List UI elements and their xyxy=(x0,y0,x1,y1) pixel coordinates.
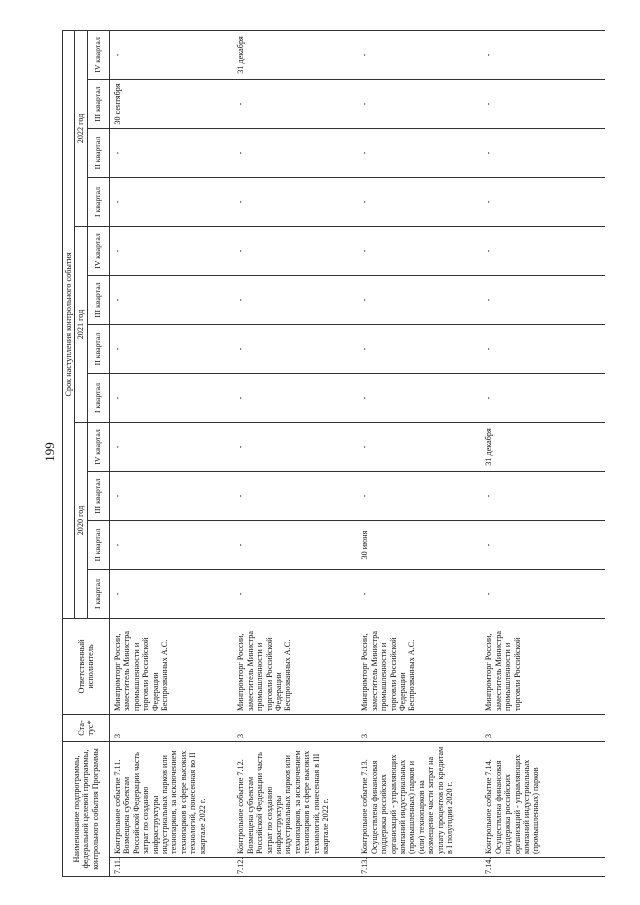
control-events-table xyxy=(62,30,605,877)
deadline-cell: - xyxy=(357,422,481,471)
deadline-cell: - xyxy=(233,226,357,275)
table-row xyxy=(233,30,357,876)
deadline-cell: - xyxy=(109,128,233,177)
deadline-cell: - xyxy=(233,373,357,422)
deadline-cell: - xyxy=(481,471,605,520)
deadline-cell: - xyxy=(357,177,481,226)
header-quarter: II квартал xyxy=(87,324,109,373)
deadline-cell: - xyxy=(109,275,233,324)
event-name: Контрольное событие 7.11. Возмещена субъектам Российской Федерации часть затрат по созданию инфраструктуры индустриальных парков или технопарков, за исключением технопарков в сфере высоких технологий, понесенная во II квартале 2022 г. xyxy=(109,741,233,857)
table-row xyxy=(481,30,605,876)
deadline-cell: - xyxy=(481,373,605,422)
deadline-cell: - xyxy=(357,79,481,128)
event-status: 3 xyxy=(481,714,605,741)
header-quarter: III квартал xyxy=(87,275,109,324)
event-responsible: Минпромторг России, заместитель Министра промышленности и торговли Российской Федерации Беспрозванных А.С. xyxy=(357,618,481,714)
row-number: 7.11. xyxy=(109,858,233,877)
deadline-cell: 30 сентября xyxy=(109,79,233,128)
header-quarter: III квартал xyxy=(87,79,109,128)
header-year: 2022 год xyxy=(75,30,87,226)
deadline-cell: - xyxy=(109,422,233,471)
deadline-cell: - xyxy=(357,275,481,324)
header-status: Ста-тус* xyxy=(63,714,110,741)
deadline-cell: - xyxy=(481,324,605,373)
row-number: 7.13. xyxy=(357,858,481,877)
header-quarter: I квартал xyxy=(87,569,109,618)
deadline-cell: - xyxy=(109,373,233,422)
header-deadline-group: Срок наступления контрольного события xyxy=(63,30,75,618)
deadline-cell: - xyxy=(233,569,357,618)
header-quarter: I квартал xyxy=(87,177,109,226)
deadline-cell: - xyxy=(233,275,357,324)
deadline-cell: - xyxy=(357,30,481,79)
deadline-cell: - xyxy=(481,79,605,128)
deadline-cell: - xyxy=(109,520,233,569)
page-number: 199 xyxy=(42,442,57,462)
header-year: 2020 год xyxy=(75,422,87,618)
deadline-cell: - xyxy=(357,324,481,373)
row-number: 7.12. xyxy=(233,858,357,877)
deadline-cell: - xyxy=(481,226,605,275)
deadline-cell: - xyxy=(481,520,605,569)
event-name: Контрольное событие 7.14. Осуществлена финансовая поддержка российских организаций - управляющих компаний индустриальных (промышленных) парков xyxy=(481,741,605,857)
event-responsible: Минпромторг России, заместитель Министра промышленности и торговли Российской xyxy=(481,618,605,714)
deadline-cell: - xyxy=(233,177,357,226)
event-status: 3 xyxy=(357,714,481,741)
header-quarter: IV квартал xyxy=(87,226,109,275)
row-number: 7.14. xyxy=(481,858,605,877)
deadline-cell: - xyxy=(233,79,357,128)
header-quarter: I квартал xyxy=(87,373,109,422)
deadline-cell: - xyxy=(109,226,233,275)
header-quarter: III квартал xyxy=(87,471,109,520)
event-name: Контрольное событие 7.12. Возмещена субъектам Российской Федерации часть затрат по созданию инфраструктуры индустриальных парков или технопарков, за исключением технопарков в сфере высоких технологий, понесенная в III квартале 2022 г. xyxy=(233,741,357,857)
deadline-cell: 30 июня xyxy=(357,520,481,569)
event-name: Контрольное событие 7.13. Осуществлена финансовая поддержка российских организаций - управляющих компаний индустриальных (промышленных) парков и (или) технопарков на возмещение части затрат на уплату процентов по кредитам в I полугодии 2020 г. xyxy=(357,741,481,857)
event-responsible: Минпромторг России, заместитель Министра промышленности и торговли Российской Федерации Беспрозванных А.С. xyxy=(109,618,233,714)
header-quarter: IV квартал xyxy=(87,30,109,79)
deadline-cell: - xyxy=(357,128,481,177)
deadline-cell: - xyxy=(233,422,357,471)
header-quarter: II квартал xyxy=(87,520,109,569)
deadline-cell: - xyxy=(481,128,605,177)
deadline-cell: - xyxy=(481,275,605,324)
deadline-cell: - xyxy=(357,569,481,618)
deadline-cell: - xyxy=(233,128,357,177)
deadline-cell: - xyxy=(109,324,233,373)
event-responsible: Минпромторг России, заместитель Министра промышленности и торговли Российской Федерации Беспрозванных А.С. xyxy=(233,618,357,714)
deadline-cell: - xyxy=(233,324,357,373)
header-year: 2021 год xyxy=(75,226,87,422)
event-status: 3 xyxy=(109,714,233,741)
deadline-cell: - xyxy=(233,471,357,520)
deadline-cell: - xyxy=(233,520,357,569)
deadline-cell: - xyxy=(357,471,481,520)
event-status: 3 xyxy=(233,714,357,741)
header-quarter: IV квартал xyxy=(87,422,109,471)
deadline-cell: - xyxy=(481,569,605,618)
deadline-cell: - xyxy=(109,471,233,520)
table-row xyxy=(109,30,233,876)
rotated-page xyxy=(62,32,631,877)
deadline-cell: - xyxy=(109,569,233,618)
deadline-cell: - xyxy=(481,177,605,226)
header-name: Наименование подпрограммы, федеральной целевой программы, контрольного события Программы xyxy=(63,741,110,876)
deadline-cell: - xyxy=(109,177,233,226)
deadline-cell: - xyxy=(481,30,605,79)
deadline-cell: - xyxy=(357,373,481,422)
deadline-cell: 31 декабря xyxy=(481,422,605,471)
deadline-cell: - xyxy=(109,30,233,79)
table-row xyxy=(357,30,481,876)
deadline-cell: 31 декабря xyxy=(233,30,357,79)
header-quarter: II квартал xyxy=(87,128,109,177)
deadline-cell: - xyxy=(357,226,481,275)
header-responsible: Ответственный исполнитель xyxy=(63,618,110,714)
